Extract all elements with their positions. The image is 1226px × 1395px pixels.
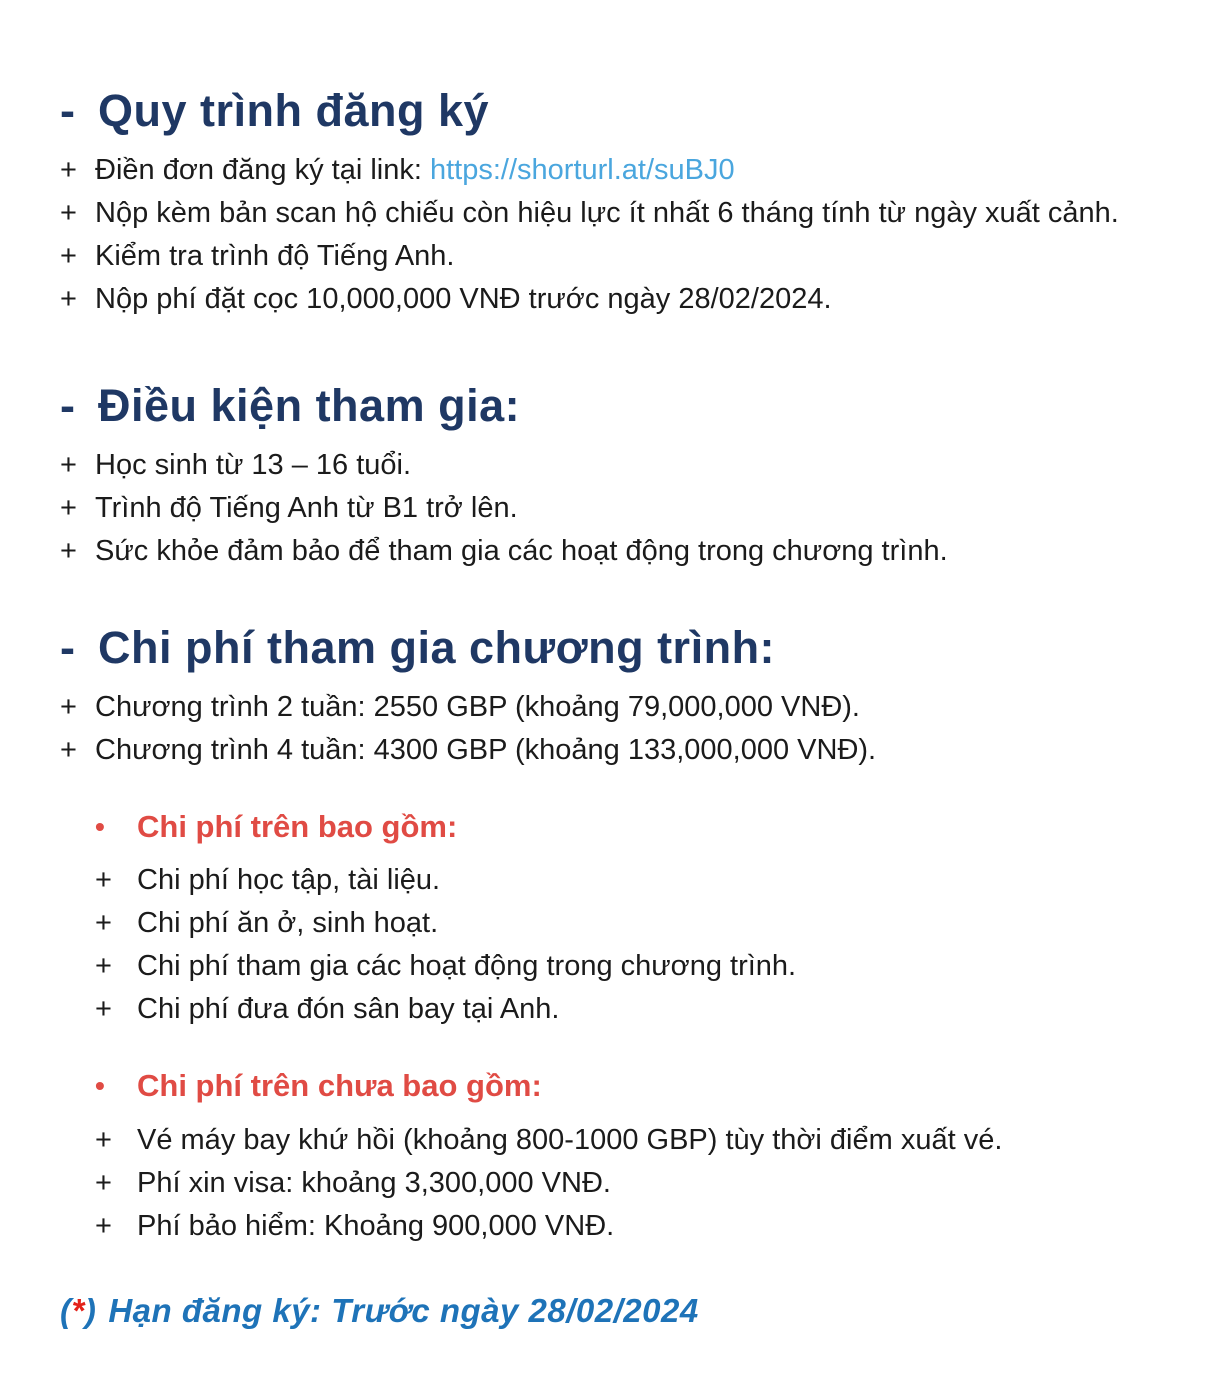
item-text: Sức khỏe đảm bảo để tham gia các hoạt động trong chương trình.: [95, 535, 948, 568]
section-items: [60, 149, 1186, 321]
item-text: Kiểm tra trình độ Tiếng Anh.: [95, 240, 455, 273]
deadline-text: Hạn đăng ký: Trước ngày 28/02/2024: [108, 1291, 699, 1329]
plus-marker: +: [60, 283, 77, 316]
plus-marker: +: [60, 154, 77, 187]
plus-marker: +: [60, 691, 77, 724]
subsection-costs-excluded: [95, 1067, 1186, 1247]
list-item: [95, 902, 1186, 945]
subsection-items: [95, 1119, 1186, 1248]
list-item: [95, 1119, 1186, 1162]
plus-marker: +: [60, 449, 77, 482]
item-text: Nộp phí đặt cọc 10,000,000 VNĐ trước ngày 28/02/2024.: [95, 283, 832, 316]
plus-marker: +: [95, 1209, 112, 1242]
section-title: Chi phí tham gia chương trình:: [98, 622, 776, 674]
subsection-heading: [95, 1067, 1186, 1104]
subsection-items: [95, 859, 1186, 1031]
bullet-marker: •: [95, 811, 105, 843]
plus-marker: +: [95, 864, 112, 897]
section-title: Điều kiện tham gia:: [98, 380, 521, 432]
star-asterisk: *: [71, 1291, 85, 1329]
plus-marker: +: [60, 734, 77, 767]
item-text: Nộp kèm bản scan hộ chiếu còn hiệu lực ít nhất 6 tháng tính từ ngày xuất cảnh.: [95, 197, 1119, 230]
list-item: [95, 1162, 1186, 1205]
list-item: [60, 149, 1186, 192]
item-text: Chi phí ăn ở, sinh hoạt.: [137, 907, 439, 940]
plus-marker: +: [60, 492, 77, 525]
section-heading: [60, 379, 1186, 432]
section-eligibility: [60, 379, 1186, 573]
plus-marker: +: [60, 197, 77, 230]
section-items: [60, 686, 1186, 772]
plus-marker: +: [95, 1166, 112, 1199]
list-item: [60, 192, 1186, 235]
bullet-marker: •: [95, 1070, 105, 1102]
subsection-costs-included: [95, 808, 1186, 1031]
plus-marker: +: [95, 993, 112, 1026]
list-item: [95, 945, 1186, 988]
item-text: Học sinh từ 13 – 16 tuổi.: [95, 449, 412, 482]
registration-link[interactable]: https://shorturl.at/suBJ0: [429, 154, 735, 187]
section-items: [60, 444, 1186, 573]
section-heading: [60, 621, 1186, 674]
plus-marker: +: [95, 907, 112, 940]
subsection-title: Chi phí trên chưa bao gồm:: [137, 1068, 542, 1104]
section-title: Quy trình đăng ký: [98, 85, 490, 136]
item-text: Chi phí tham gia các hoạt động trong chương trình.: [137, 950, 797, 983]
paren-close: ): [84, 1291, 97, 1329]
deadline-note: [60, 1292, 1186, 1330]
list-item: [60, 487, 1186, 530]
dash-marker: -: [60, 380, 76, 432]
item-text: Chi phí học tập, tài liệu.: [137, 864, 441, 897]
section-registration-process: [60, 84, 1186, 321]
item-text: Phí xin visa: khoảng 3,300,000 VNĐ.: [137, 1166, 611, 1199]
list-item: [60, 278, 1186, 321]
list-item: [60, 530, 1186, 573]
plus-marker: +: [60, 240, 77, 273]
item-text: Chương trình 4 tuần: 4300 GBP (khoảng 133,000,000 VNĐ).: [95, 734, 877, 767]
list-item: [95, 1205, 1186, 1248]
list-item: [60, 729, 1186, 772]
dash-marker: -: [60, 85, 76, 136]
item-text: Chi phí đưa đón sân bay tại Anh.: [137, 993, 560, 1026]
plus-marker: +: [60, 535, 77, 568]
item-text: Điền đơn đăng ký tại link:: [95, 154, 422, 187]
item-text: Chương trình 2 tuần: 2550 GBP (khoảng 79,000,000 VNĐ).: [95, 691, 860, 724]
item-content: [95, 149, 1186, 192]
paren-open: (: [60, 1291, 72, 1329]
list-item: [95, 988, 1186, 1031]
item-text: Trình độ Tiếng Anh từ B1 trở lên.: [95, 492, 518, 525]
list-item: [60, 444, 1186, 487]
list-item: [60, 686, 1186, 729]
item-text: Phí bảo hiểm: Khoảng 900,000 VNĐ.: [137, 1209, 615, 1242]
plus-marker: +: [95, 950, 112, 983]
list-item: [95, 859, 1186, 902]
plus-marker: +: [95, 1123, 112, 1156]
subsection-title: Chi phí trên bao gồm:: [137, 809, 458, 845]
subsection-heading: [95, 808, 1186, 845]
section-costs: [60, 621, 1186, 1247]
dash-marker: -: [60, 622, 76, 674]
item-text: Vé máy bay khứ hồi (khoảng 800-1000 GBP) tùy thời điểm xuất vé.: [137, 1123, 1003, 1156]
list-item: [60, 235, 1186, 278]
section-heading: [60, 84, 1186, 137]
